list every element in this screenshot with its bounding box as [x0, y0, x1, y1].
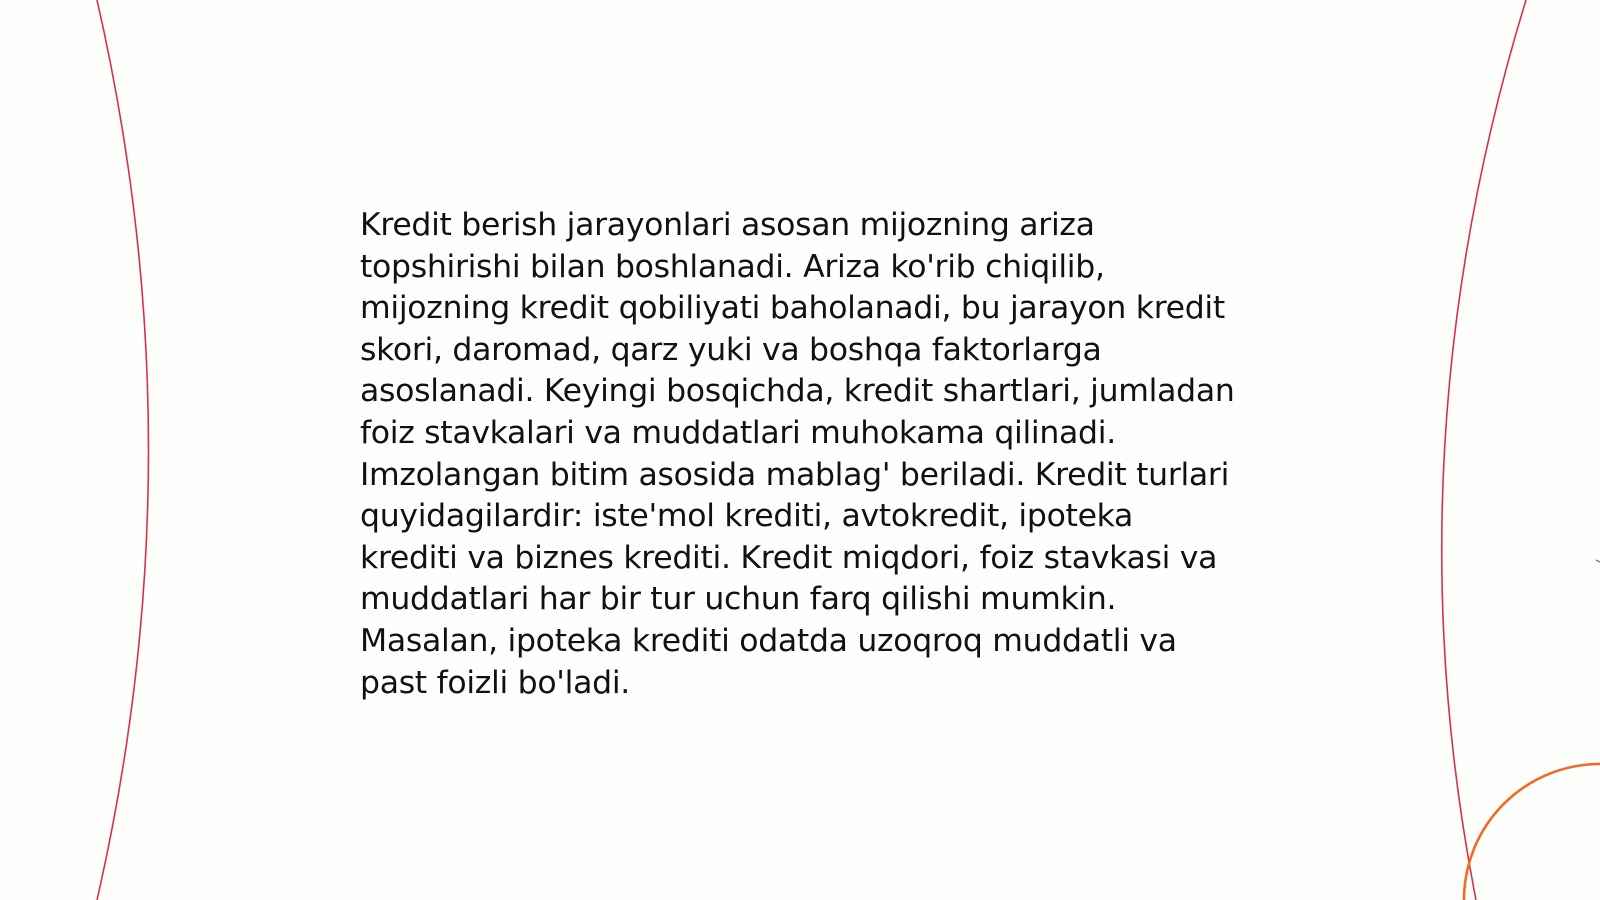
left-curve-line	[97, 0, 149, 900]
right-curve-line	[1442, 0, 1526, 900]
body-paragraph: Kredit berish jarayonlari asosan mijozning ariza topshirishi bilan boshlanadi. Ariza ko'rib chiqilib, mijozning kredit qobiliyati baholanadi, bu jarayon kredit skori, daromad, qarz yuki va boshqa faktorlarga asoslanadi. Keyingi bosqichda, kredit shartlari, jumladan foiz stavkalari va muddatlari muhokama qilinadi. Imzolangan bitim asosida mablag' beriladi. Kredit turlari quyidagilardir: iste'mol krediti, avtokredit, ipoteka krediti va biznes krediti. Kredit miqdori, foiz stavkasi va muddatlari har bir tur uchun farq qilishi mumkin. Masalan, ipoteka krediti odatda uzoqroq muddatli va past foizli bo'ladi.	[360, 207, 1235, 701]
orange-arc	[1464, 764, 1600, 900]
small-teal-tick	[1596, 560, 1600, 562]
